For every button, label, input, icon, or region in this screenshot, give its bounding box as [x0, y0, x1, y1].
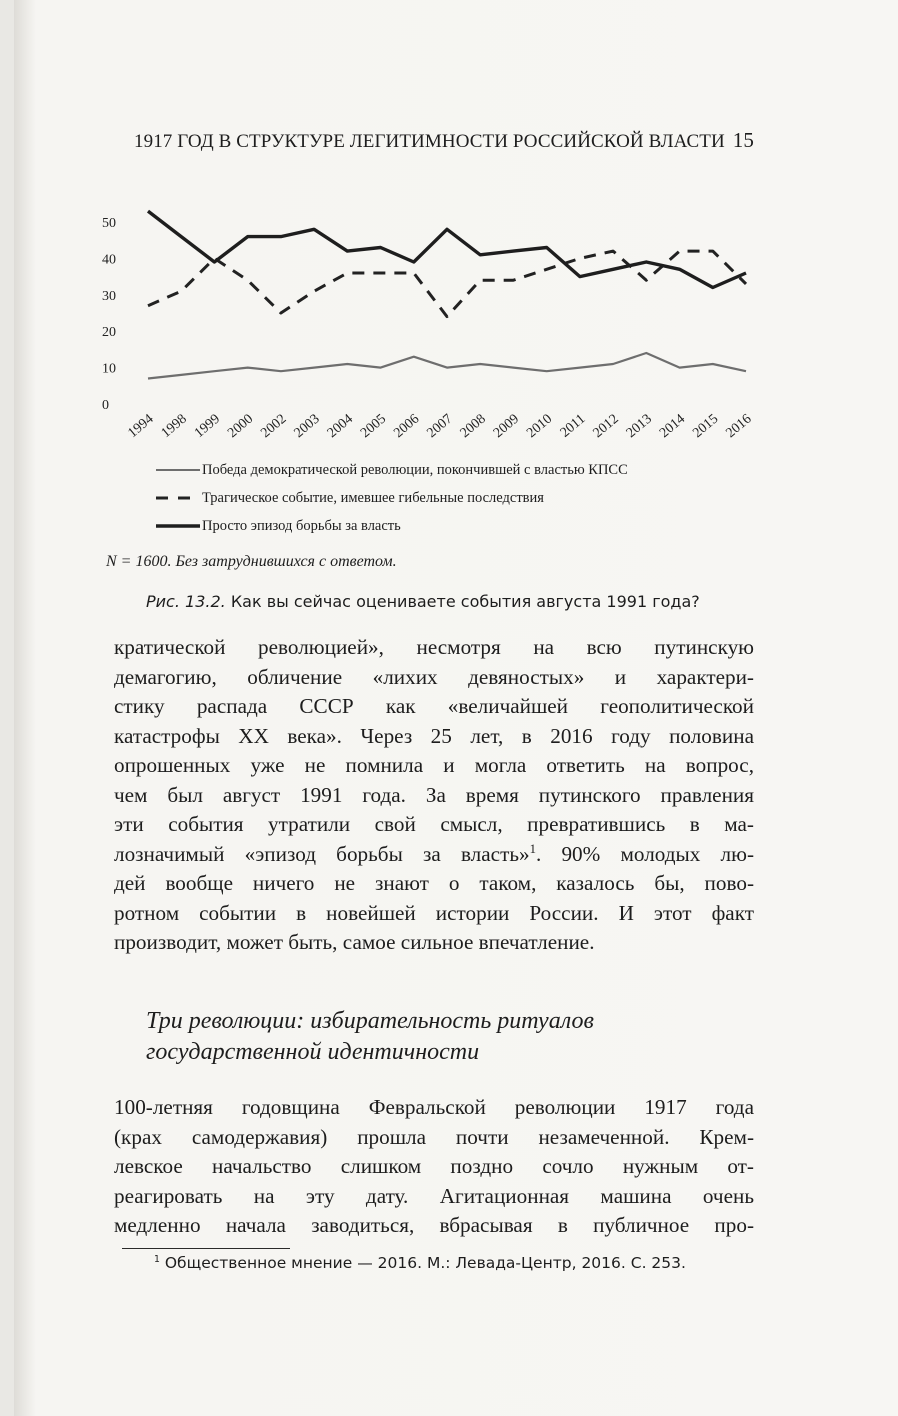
legend-swatch-thick [156, 521, 200, 531]
chart-svg [96, 198, 756, 448]
footnote-divider [122, 1248, 290, 1249]
legend-item-tragic [156, 484, 756, 512]
text-line: опрошенных уже не помнила и могла ответить на вопрос, [114, 753, 754, 777]
series-line-2 [148, 211, 746, 287]
text-line: катастрофы XX века». Через 25 лет, в 2016 году половина [114, 723, 754, 748]
legend-swatch-dashed [156, 493, 200, 503]
running-head [134, 128, 754, 153]
x-tick-label: 2004 [324, 411, 356, 442]
footnote-text: Общественное мнение — 2016. М.: Левада-Центр, 2016. С. 253. [159, 1254, 686, 1272]
x-tick-label: 2012 [590, 411, 622, 442]
text-fragment: лозначимый «эпизод борьбы за власть» [114, 841, 530, 866]
text-line: демагогию, обличение «лихих девяностых» и характери- [114, 664, 754, 689]
y-tick-label: 0 [102, 398, 109, 413]
text-line: медленно начала заводиться, вбрасывая в публичное про- [114, 1213, 754, 1237]
legend-label: Победа демократической революции, покончившей с властью КПСС [202, 461, 628, 478]
text-line: левское начальство слишком поздно сочло нужным от- [114, 1154, 754, 1178]
x-tick-label: 2000 [225, 411, 257, 442]
x-tick-label: 2010 [524, 411, 556, 442]
x-tick-label: 2015 [690, 411, 722, 442]
running-title: 1917 ГОД В СТРУКТУРЕ ЛЕГИТИМНОСТИ РОССИЙСКОЙ ВЛАСТИ [134, 131, 725, 152]
y-tick-label: 10 [102, 361, 116, 377]
y-tick-label: 50 [102, 216, 116, 231]
paragraph-2 [114, 1093, 754, 1241]
x-tick-label: 2011 [557, 411, 589, 441]
line-chart [96, 198, 756, 448]
x-tick-label: 1999 [191, 411, 224, 442]
y-tick-label: 20 [102, 325, 116, 341]
text-line: (крах самодержавия) прошла почти незамеченной. Крем- [114, 1124, 754, 1149]
figure-note: N = 1600. Без затруднившихся с ответом. [106, 553, 397, 570]
text-line: чем был август 1991 года. За время путинского правления [114, 782, 754, 807]
figure-caption [146, 592, 700, 611]
legend-label: Просто эпизод борьбы за власть [202, 517, 401, 534]
x-tick-label: 2009 [490, 411, 523, 442]
caption-label: Рис. 13.2. [146, 592, 226, 611]
x-tick-label: 2005 [358, 411, 390, 442]
x-tick-label: 2007 [424, 411, 456, 442]
x-tick-label: 2013 [623, 411, 655, 442]
legend-item-victory [156, 456, 756, 484]
text-line: дей вообще ничего не знают о таком, казалось бы, пово- [114, 871, 754, 895]
footnote-number: 1 [154, 1253, 160, 1265]
text-line: реагировать на эту дату. Агитационная машина очень [114, 1183, 754, 1208]
x-tick-label: 1994 [125, 411, 157, 442]
text-fragment: . 90% молодых лю- [535, 841, 755, 866]
footnote-ref[interactable]: 1 [529, 841, 536, 856]
text-line: стику распада СССР как «величайшей геополитической [114, 694, 754, 718]
section-heading [146, 1006, 746, 1068]
x-tick-label: 2006 [391, 411, 423, 442]
x-tick-label: 2014 [657, 411, 689, 442]
y-tick-label: 30 [102, 288, 116, 304]
text-line: производит, может быть, самое сильное впечатление. [114, 930, 595, 954]
text-line: кратической революцией», несмотря на всю путинскую [114, 635, 754, 659]
text-line-with-footnote [114, 840, 754, 870]
chart-legend [156, 456, 756, 540]
text-line: эти события утратили свой смысл, превратившись в ма- [114, 812, 754, 836]
x-tick-label: 2002 [258, 411, 290, 442]
x-tick-label: 2008 [457, 411, 489, 442]
x-tick-label: 2016 [723, 411, 755, 442]
x-tick-label: 2003 [291, 411, 323, 442]
footnote [154, 1254, 686, 1272]
legend-swatch-thin [156, 465, 200, 475]
page-number: 15 [732, 128, 754, 152]
heading-line: Три революции: избирательность ритуалов [146, 1008, 594, 1034]
legend-label: Трагическое событие, имевшее гибельные последствия [202, 489, 544, 506]
y-tick-label: 40 [102, 252, 116, 268]
heading-line: государственной идентичности [146, 1039, 480, 1065]
x-tick-label: 1998 [158, 411, 190, 442]
legend-item-episode [156, 512, 756, 540]
series-line-0 [148, 353, 746, 379]
text-line: ротном событии в новейшей истории России. И этот факт [114, 900, 754, 925]
paragraph-1 [114, 633, 754, 958]
series-line-1 [148, 251, 746, 317]
text-line: 100-летняя годовщина Февральской революции 1917 года [114, 1095, 754, 1119]
caption-text: Как вы сейчас оцениваете события августа 1991 года? [225, 592, 700, 611]
book-page [14, 0, 898, 1416]
